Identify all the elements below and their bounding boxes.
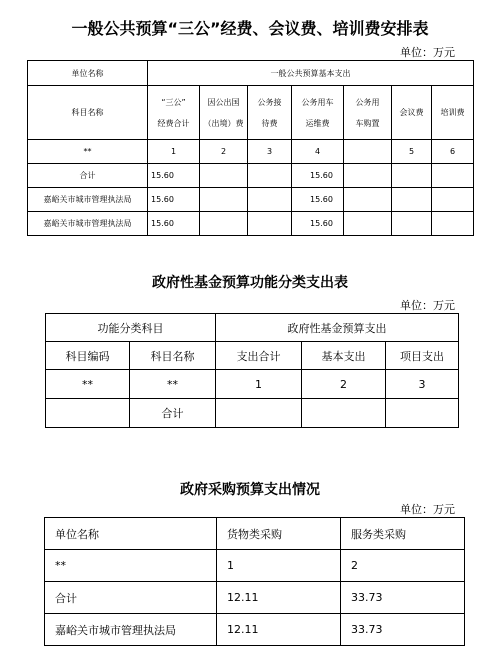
header-meeting: 会议费 bbox=[392, 86, 432, 140]
header-sangong-total bbox=[148, 86, 200, 140]
cell-reception bbox=[248, 164, 292, 188]
header-vehicle-run bbox=[292, 86, 344, 140]
header-unit-name: 单位名称 bbox=[28, 61, 148, 86]
header-abroad bbox=[200, 86, 248, 140]
table-row bbox=[28, 188, 474, 212]
empty-cell bbox=[386, 399, 459, 428]
header-project-expenditure: 项目支出 bbox=[386, 342, 459, 370]
header-sangong-line1: “三公” bbox=[161, 97, 186, 107]
header-vehicle-buy-line2: 车购置 bbox=[355, 118, 380, 128]
cell-service: 2 bbox=[341, 550, 465, 582]
cell-goods: 12.11 bbox=[217, 614, 341, 646]
cell-sangong: 15.60 bbox=[148, 164, 200, 188]
table-row bbox=[45, 582, 465, 614]
index-cell: ** bbox=[28, 140, 148, 164]
header-vehicle-run-line1: 公务用车 bbox=[301, 97, 334, 107]
table-row bbox=[46, 399, 459, 428]
cell-vehicle-buy bbox=[344, 164, 392, 188]
row-name: ** bbox=[45, 550, 217, 582]
cell-meeting bbox=[392, 212, 432, 236]
header-reception bbox=[248, 86, 292, 140]
cell-vehicle-buy bbox=[344, 212, 392, 236]
empty-cell bbox=[216, 399, 302, 428]
index-cell: 4 bbox=[292, 140, 344, 164]
empty-cell bbox=[302, 399, 386, 428]
header-subject-name: 科目名称 bbox=[130, 342, 216, 370]
cell-vehicle-buy bbox=[344, 188, 392, 212]
header-fund-expenditure: 政府性基金预算支出 bbox=[216, 314, 459, 342]
cell-reception bbox=[248, 212, 292, 236]
row-name: 嘉峪关市城市管理执法局 bbox=[45, 614, 217, 646]
index-cell: 3 bbox=[386, 370, 459, 399]
cell-sangong: 15.60 bbox=[148, 188, 200, 212]
cell-meeting bbox=[392, 188, 432, 212]
header-unit-name: 单位名称 bbox=[45, 518, 217, 550]
cell-vehicle-run: 15.60 bbox=[292, 164, 344, 188]
table-row bbox=[45, 614, 465, 646]
section2-title: 政府性基金预算功能分类支出表 bbox=[152, 275, 348, 291]
header-sangong-line2: 经费合计 bbox=[157, 118, 190, 128]
cell-training bbox=[432, 164, 474, 188]
cell-abroad bbox=[200, 188, 248, 212]
table-row bbox=[28, 212, 474, 236]
table-row bbox=[28, 164, 474, 188]
empty-cell bbox=[46, 399, 130, 428]
row-name: 合计 bbox=[28, 164, 148, 188]
header-total-expenditure: 支出合计 bbox=[216, 342, 302, 370]
header-goods-procurement: 货物类采购 bbox=[217, 518, 341, 550]
row-name: 嘉峪关市城市管理执法局 bbox=[28, 188, 148, 212]
table-row bbox=[45, 550, 465, 582]
index-cell: ** bbox=[130, 370, 216, 399]
procurement-table bbox=[44, 517, 465, 646]
cell-meeting bbox=[392, 164, 432, 188]
sangong-table bbox=[27, 60, 474, 236]
cell-service: 33.73 bbox=[341, 614, 465, 646]
cell-vehicle-run: 15.60 bbox=[292, 188, 344, 212]
header-subject-name: 科目名称 bbox=[28, 86, 148, 140]
section3-unit: 单位：万元 bbox=[400, 503, 455, 516]
cell-training bbox=[432, 188, 474, 212]
index-cell: 5 bbox=[392, 140, 432, 164]
index-cell: 3 bbox=[248, 140, 292, 164]
header-training: 培训费 bbox=[432, 86, 474, 140]
header-reception-line1: 公务接 bbox=[257, 97, 282, 107]
cell-abroad bbox=[200, 212, 248, 236]
header-abroad-line2: （出境）费 bbox=[203, 118, 244, 128]
section3-title: 政府采购预算支出情况 bbox=[180, 482, 320, 498]
index-cell: 1 bbox=[216, 370, 302, 399]
cell-service: 33.73 bbox=[341, 582, 465, 614]
index-cell: 6 bbox=[432, 140, 474, 164]
cell-goods: 12.11 bbox=[217, 582, 341, 614]
header-abroad-line1: 因公出国 bbox=[207, 97, 240, 107]
section2-unit: 单位：万元 bbox=[400, 299, 455, 312]
header-basic-expenditure: 一般公共预算基本支出 bbox=[148, 61, 474, 86]
index-cell: 2 bbox=[200, 140, 248, 164]
index-cell: ** bbox=[46, 370, 130, 399]
index-cell: 2 bbox=[302, 370, 386, 399]
section1-unit: 单位：万元 bbox=[400, 46, 455, 59]
row-name: 嘉峪关市城市管理执法局 bbox=[28, 212, 148, 236]
header-vehicle-buy-line1: 公务用 bbox=[355, 97, 380, 107]
cell-vehicle-run: 15.60 bbox=[292, 212, 344, 236]
header-vehicle-buy bbox=[344, 86, 392, 140]
fund-budget-table bbox=[45, 313, 459, 428]
row-name: 合计 bbox=[45, 582, 217, 614]
header-vehicle-run-line2: 运维费 bbox=[305, 118, 330, 128]
cell-sangong: 15.60 bbox=[148, 212, 200, 236]
header-function-subject: 功能分类科目 bbox=[46, 314, 216, 342]
cell-reception bbox=[248, 188, 292, 212]
cell-goods: 1 bbox=[217, 550, 341, 582]
index-cell: 1 bbox=[148, 140, 200, 164]
cell-training bbox=[432, 212, 474, 236]
index-row bbox=[28, 140, 474, 164]
header-subject-code: 科目编码 bbox=[46, 342, 130, 370]
section1-title: 一般公共预算“三公”经费、会议费、培训费安排表 bbox=[71, 19, 429, 38]
header-basic-expenditure: 基本支出 bbox=[302, 342, 386, 370]
index-cell bbox=[344, 140, 392, 164]
cell-abroad bbox=[200, 164, 248, 188]
total-label: 合计 bbox=[130, 399, 216, 428]
index-row bbox=[46, 370, 459, 399]
header-service-procurement: 服务类采购 bbox=[341, 518, 465, 550]
header-reception-line2: 待费 bbox=[261, 118, 278, 128]
